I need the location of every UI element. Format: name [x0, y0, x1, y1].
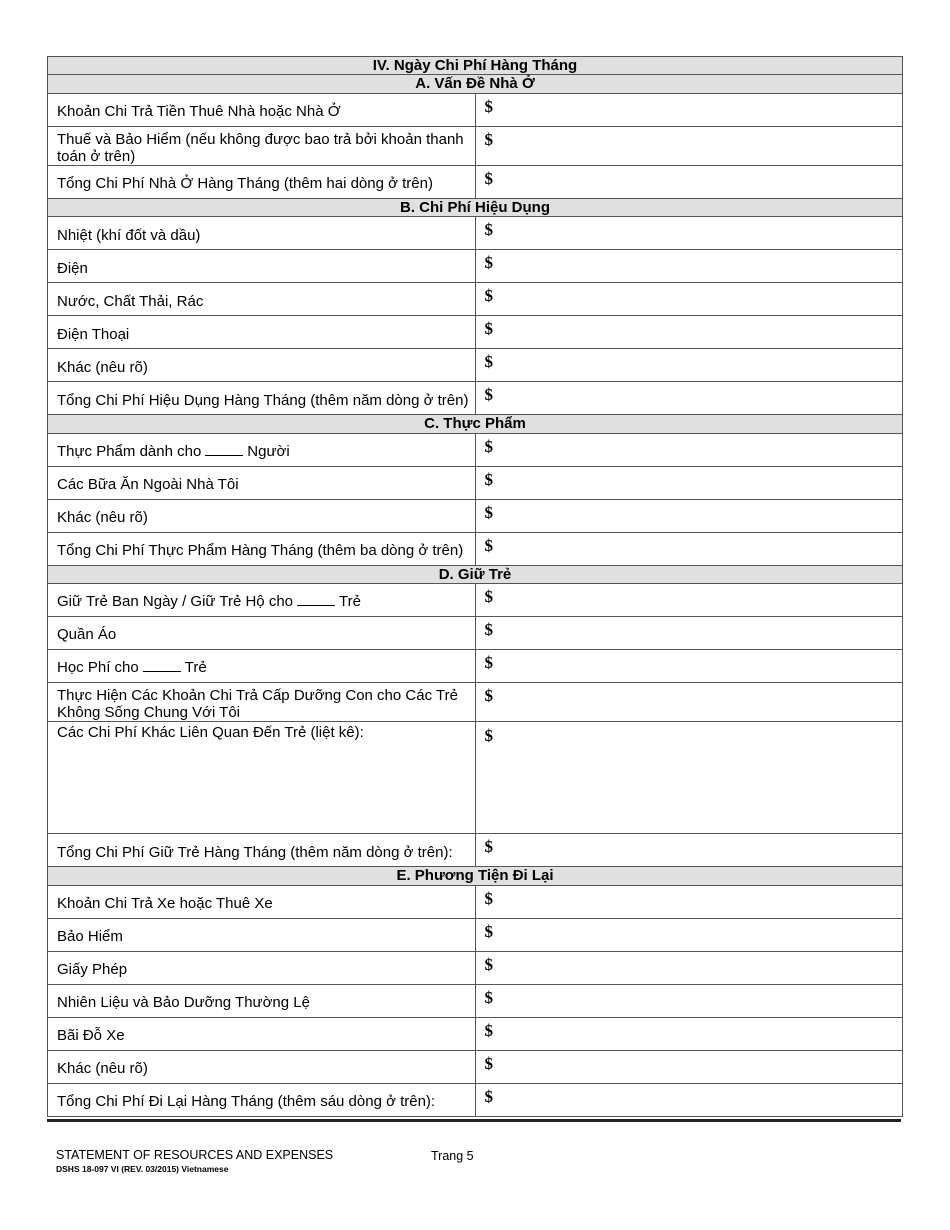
expense-label: Nước, Chất Thải, Rác [57, 292, 204, 310]
dollar-sign: $ [484, 469, 493, 489]
amount-field[interactable] [475, 616, 903, 649]
dollar-sign: $ [484, 586, 493, 606]
amount-field[interactable] [475, 349, 903, 382]
expense-label-cell [48, 682, 476, 722]
section-heading: B. Chi Phí Hiệu Dụng [48, 199, 903, 217]
expense-label: Điện Thoại [57, 325, 130, 343]
form-title: IV. Ngày Chi Phí Hàng Tháng [48, 57, 903, 75]
expense-label-cell [48, 1050, 476, 1083]
amount-field[interactable] [475, 885, 903, 918]
expense-label-cell [48, 126, 476, 166]
dollar-sign: $ [484, 685, 493, 705]
expense-row [48, 616, 903, 649]
dollar-sign: $ [484, 385, 493, 405]
section-header-row [48, 867, 903, 885]
expense-label: Thực Hiện Các Khoản Chi Trả Cấp Dưỡng Con cho Các Trẻ Không Sống Chung Với Tôi [57, 686, 458, 721]
dollar-sign: $ [484, 319, 493, 339]
expense-label-cell [48, 984, 476, 1017]
dollar-sign: $ [484, 436, 493, 456]
amount-field[interactable] [475, 250, 903, 283]
page-number: Trang 5 [431, 1149, 474, 1163]
expense-label-cell [48, 1083, 476, 1116]
footer-form-number: DSHS 18-097 VI (REV. 03/2015) Vietnamese [56, 1164, 229, 1174]
expense-label: Khác (nêu rõ) [57, 508, 148, 526]
amount-field[interactable] [475, 433, 903, 466]
amount-field[interactable] [475, 382, 903, 415]
expense-label-suffix: Trẻ [339, 593, 361, 611]
section-heading: C. Thực Phẩm [48, 415, 903, 433]
amount-field[interactable] [475, 166, 903, 199]
count-blank-field[interactable] [143, 659, 181, 672]
expense-label: Tổng Chi Phí Nhà Ở Hàng Tháng (thêm hai dòng ở trên) [57, 175, 433, 193]
expense-row [48, 217, 903, 250]
expense-label: Khoản Chi Trả Xe hoặc Thuê Xe [57, 894, 273, 912]
expense-label-cell [48, 316, 476, 349]
expense-row [48, 532, 903, 565]
expense-row [48, 466, 903, 499]
dollar-sign: $ [484, 619, 493, 639]
amount-field[interactable] [475, 316, 903, 349]
expense-row [48, 682, 903, 722]
amount-field[interactable] [475, 126, 903, 166]
section-header-row [48, 75, 903, 93]
dollar-sign: $ [484, 954, 493, 974]
count-blank-field[interactable] [297, 593, 335, 606]
dollar-sign: $ [484, 253, 493, 273]
expense-label: Học Phí cho [57, 659, 139, 677]
expense-label-cell [48, 93, 476, 126]
expense-row [48, 349, 903, 382]
expense-row [48, 283, 903, 316]
expense-row [48, 1017, 903, 1050]
dollar-sign: $ [484, 921, 493, 941]
expense-label-cell [48, 1017, 476, 1050]
expense-label: Quần Áo [57, 626, 117, 644]
expense-row [48, 885, 903, 918]
expense-row [48, 126, 903, 166]
dollar-sign: $ [484, 1053, 493, 1073]
amount-field[interactable] [475, 217, 903, 250]
footer-form-title: STATEMENT OF RESOURCES AND EXPENSES [56, 1148, 334, 1162]
amount-field[interactable] [475, 1050, 903, 1083]
expense-label: Tổng Chi Phí Đi Lại Hàng Tháng (thêm sáu dòng ở trên): [57, 1092, 436, 1110]
count-blank-field[interactable] [205, 443, 243, 456]
dollar-sign: $ [484, 352, 493, 372]
expense-row [48, 166, 903, 199]
expense-label-cell [48, 166, 476, 199]
expense-row [48, 499, 903, 532]
expense-label: Giấy Phép [57, 960, 128, 978]
expense-label-suffix: Trẻ [184, 659, 207, 677]
amount-field[interactable] [475, 649, 903, 682]
dollar-sign: $ [484, 987, 493, 1007]
expense-row [48, 918, 903, 951]
dollar-sign: $ [484, 286, 493, 306]
expense-label-cell [48, 466, 476, 499]
expense-label-cell [48, 433, 476, 466]
dollar-sign: $ [484, 96, 493, 116]
amount-field[interactable] [475, 722, 903, 834]
dollar-sign: $ [484, 535, 493, 555]
section-heading: E. Phương Tiện Đi Lại [48, 867, 903, 885]
expense-label-cell [48, 283, 476, 316]
expense-label-cell [48, 951, 476, 984]
form-title-row [48, 57, 903, 75]
dollar-sign: $ [484, 1086, 493, 1106]
expense-label: Các Chi Phí Khác Liên Quan Đến Trẻ (liệt kê): [57, 724, 364, 742]
expense-label-cell [48, 217, 476, 250]
expense-label-cell [48, 918, 476, 951]
expense-label-suffix: Người [247, 442, 290, 460]
dollar-sign: $ [484, 502, 493, 522]
dollar-sign: $ [484, 220, 493, 240]
expense-label-cell [48, 583, 476, 616]
expense-row [48, 250, 903, 283]
expense-label: Giữ Trẻ Ban Ngày / Giữ Trẻ Hộ cho [57, 593, 294, 611]
amount-field[interactable] [475, 499, 903, 532]
dollar-sign: $ [484, 888, 493, 908]
expense-label: Khác (nêu rõ) [57, 358, 148, 376]
bottom-rule [47, 1119, 901, 1122]
section-heading: D. Giữ Trẻ [48, 565, 903, 583]
dollar-sign: $ [484, 726, 493, 746]
expense-label: Tổng Chi Phí Hiệu Dụng Hàng Tháng (thêm năm dòng ở trên) [57, 391, 469, 409]
section-header-row [48, 415, 903, 433]
expense-label-cell [48, 885, 476, 918]
expense-row [48, 722, 903, 834]
expense-label: Thực Phẩm dành cho [57, 442, 202, 460]
amount-field[interactable] [475, 93, 903, 126]
expense-row [48, 984, 903, 1017]
expense-row [48, 93, 903, 126]
amount-field[interactable] [475, 532, 903, 565]
expense-label-cell [48, 349, 476, 382]
dollar-sign: $ [484, 1020, 493, 1040]
expense-label-cell [48, 382, 476, 415]
dollar-sign: $ [484, 169, 493, 188]
amount-field[interactable] [475, 951, 903, 984]
monthly-expenses-table [47, 56, 903, 1117]
expense-label: Bãi Đỗ Xe [57, 1026, 125, 1044]
expense-label: Tổng Chi Phí Thực Phẩm Hàng Tháng (thêm ba dòng ở trên) [57, 541, 464, 559]
expense-label-cell [48, 834, 476, 867]
dollar-sign: $ [484, 652, 493, 672]
expense-label: Các Bữa Ăn Ngoài Nhà Tôi [57, 475, 239, 493]
section-header-row [48, 199, 903, 217]
expense-row [48, 316, 903, 349]
dollar-sign: $ [484, 837, 493, 857]
section-heading: A. Vấn Đề Nhà Ở [48, 75, 903, 93]
expense-label: Điện [57, 259, 88, 277]
amount-field[interactable] [475, 984, 903, 1017]
expense-label-cell [48, 616, 476, 649]
amount-field[interactable] [475, 283, 903, 316]
expense-label-cell [48, 532, 476, 565]
expense-label: Khác (nêu rõ) [57, 1059, 148, 1077]
amount-field[interactable] [475, 834, 903, 867]
expense-row [48, 382, 903, 415]
expense-row [48, 951, 903, 984]
section-header-row [48, 565, 903, 583]
amount-field[interactable] [475, 583, 903, 616]
amount-field[interactable] [475, 1017, 903, 1050]
expense-label: Bảo Hiểm [57, 927, 123, 945]
amount-field[interactable] [475, 1083, 903, 1116]
expense-label-cell [48, 649, 476, 682]
expense-label: Nhiên Liệu và Bảo Dưỡng Thường Lệ [57, 993, 310, 1011]
expense-row [48, 433, 903, 466]
expense-label: Nhiệt (khí đốt và dầu) [57, 226, 201, 244]
expense-label: Thuế và Bảo Hiểm (nếu không được bao trả bởi khoản thanh toán ở trên) [57, 130, 464, 165]
amount-field[interactable] [475, 466, 903, 499]
dollar-sign: $ [484, 129, 493, 149]
expense-label-cell [48, 250, 476, 283]
expense-label-cell [48, 722, 476, 834]
amount-field[interactable] [475, 918, 903, 951]
expense-row [48, 834, 903, 867]
expense-label-cell [48, 499, 476, 532]
expense-row [48, 649, 903, 682]
amount-field[interactable] [475, 682, 903, 722]
expense-row [48, 1050, 903, 1083]
expense-row [48, 1083, 903, 1116]
expense-label: Khoản Chi Trả Tiền Thuê Nhà hoặc Nhà Ở [57, 102, 341, 120]
expense-label: Tổng Chi Phí Giữ Trẻ Hàng Tháng (thêm năm dòng ở trên): [57, 843, 453, 861]
expense-row [48, 583, 903, 616]
